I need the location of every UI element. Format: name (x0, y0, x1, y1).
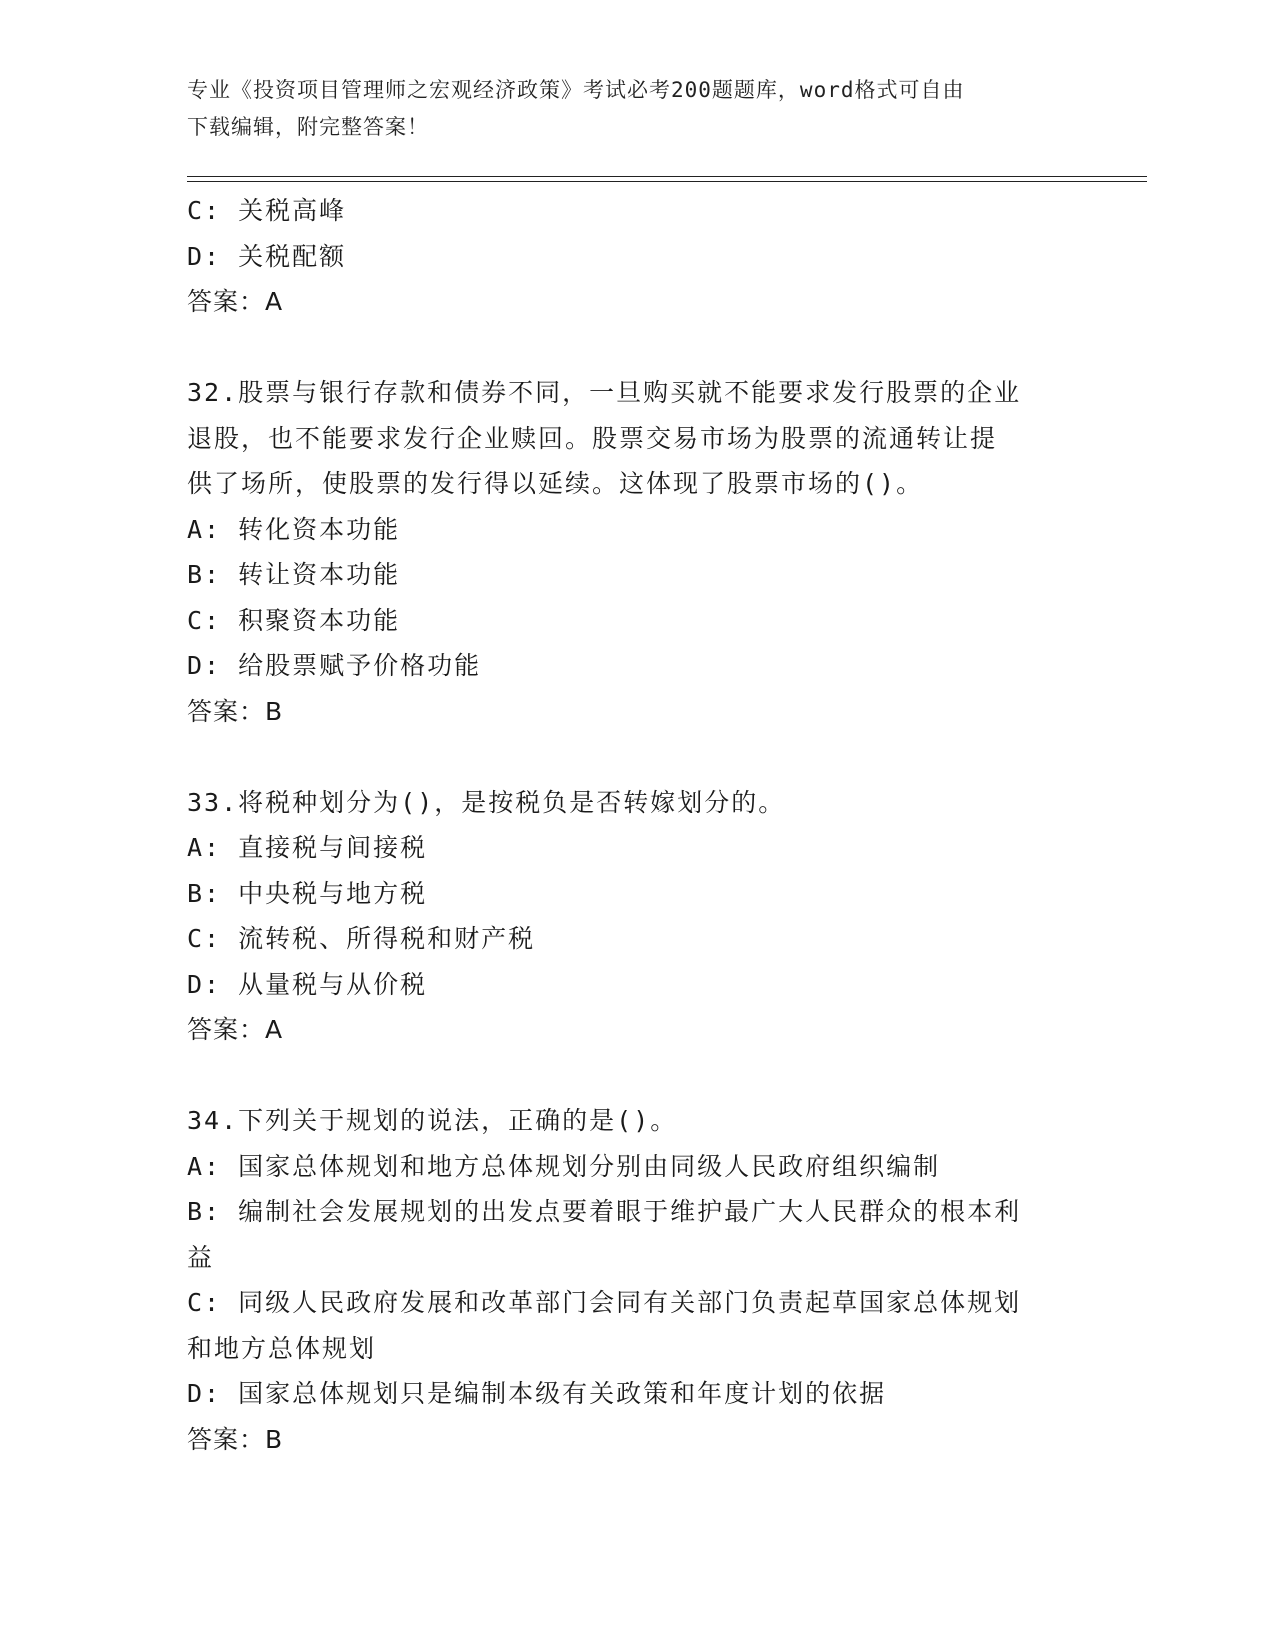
question-stem-line: 34.下列关于规划的说法，正确的是()。 (187, 1106, 678, 1135)
answer-line: 答案：A (187, 287, 284, 316)
answer-line: 答案：A (187, 1015, 284, 1044)
question-stem-line: 33.将税种划分为()，是按税负是否转嫁划分的。 (187, 787, 786, 817)
option-b-continued: 益 (187, 1242, 215, 1272)
question-stem-line: 32.股票与银行存款和债券不同，一旦购买就不能要求发行股票的企业 (187, 378, 1022, 407)
option-d: D: 国家总体规划只是编制本级有关政策和年度计划的依据 (187, 1379, 887, 1408)
question-stem-line: 供了场所，使股票的发行得以延续。这体现了股票市场的()。 (187, 469, 924, 498)
option-c-continued: 和地方总体规划 (187, 1333, 377, 1363)
option-c: C: 同级人民政府发展和改革部门会同有关部门负责起草国家总体规划 (187, 1288, 1022, 1317)
option-a: A: 转化资本功能 (187, 514, 401, 544)
option-b: B: 转让资本功能 (187, 560, 401, 589)
answer-line: 答案：B (187, 696, 284, 726)
question-32 (187, 370, 1087, 734)
option-b: B: 中央税与地方税 (187, 878, 428, 908)
option-d: D: 关税配额 (187, 241, 347, 271)
option-a: A: 国家总体规划和地方总体规划分别由同级人民政府组织编制 (187, 1151, 941, 1181)
option-a: A: 直接税与间接税 (187, 833, 428, 862)
option-d: D: 给股票赋予价格功能 (187, 651, 482, 680)
option-c: C: 关税高峰 (187, 196, 347, 225)
question-33 (187, 780, 1087, 1053)
question-content (187, 188, 1087, 1462)
option-c: C: 积聚资本功能 (187, 605, 401, 635)
option-b: B: 编制社会发展规划的出发点要着眼于维护最广大人民群众的根本利 (187, 1197, 1022, 1226)
question-stem-line: 退股，也不能要求发行企业赎回。股票交易市场为股票的流通转让提 (187, 423, 998, 453)
question-34 (187, 1098, 1087, 1462)
header-line-1: 专业《投资项目管理师之宏观经济政策》考试必考200题题库，word格式可自由 (187, 78, 965, 102)
option-c: C: 流转税、所得税和财产税 (187, 924, 536, 953)
option-d: D: 从量税与从价税 (187, 969, 428, 999)
answer-line: 答案：B (187, 1424, 284, 1454)
header-line-2: 下载编辑，附完整答案！ (187, 115, 429, 139)
document-header (187, 72, 1067, 146)
header-rule-bottom (187, 181, 1147, 182)
header-rule-top (187, 176, 1147, 177)
